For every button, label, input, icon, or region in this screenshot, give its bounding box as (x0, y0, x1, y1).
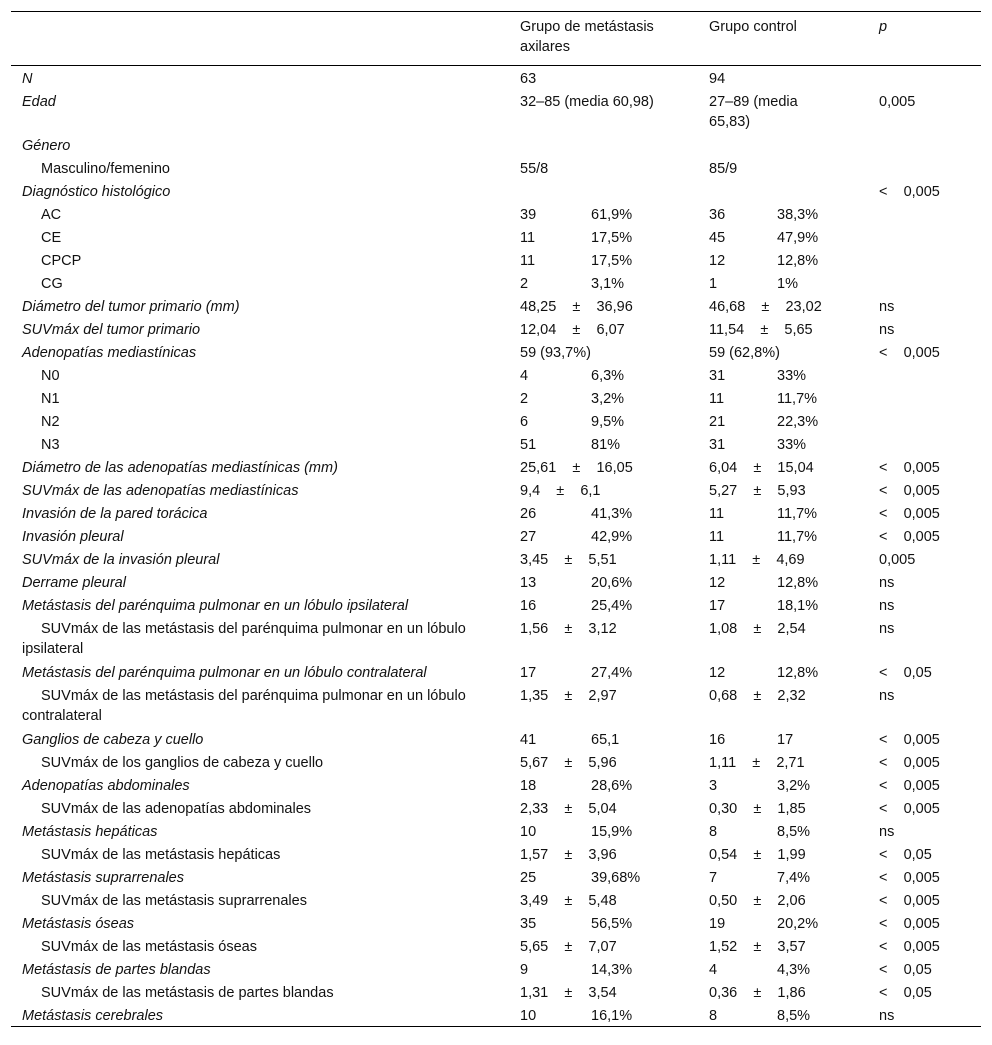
group1-value: 10 (520, 1008, 537, 1024)
control-percent: 1% (777, 276, 798, 292)
p-value: < 0,05 (879, 847, 932, 863)
table-row (11, 593, 981, 616)
control-percent: 12,8% (777, 253, 819, 269)
p-value: < 0,05 (879, 665, 932, 681)
header-control: Grupo control (709, 19, 797, 35)
group1-value: 3,49 ± 5,48 (520, 893, 617, 909)
group1-value: 41 (520, 732, 537, 748)
group1-value: 11 (520, 230, 536, 246)
control-percent: 8,5% (777, 1008, 811, 1024)
table-row (11, 819, 981, 842)
control-percent: 33% (777, 368, 807, 384)
control-value: 11,54 ± 5,65 (709, 322, 813, 338)
row-label: Diámetro de las adenopatías mediastínicas (mm) (22, 460, 338, 476)
group1-percent: 17,5% (591, 230, 633, 246)
control-value: 45 (709, 230, 726, 246)
table-row (11, 179, 981, 202)
table-row (11, 660, 981, 683)
row-label: Metástasis del parénquima pulmonar en un lóbulo contralateral (22, 665, 427, 681)
table-row (11, 271, 981, 294)
p-value: ns (879, 688, 895, 704)
group1-value: 5,65 ± 7,07 (520, 939, 617, 955)
control-value: 46,68 ± 23,02 (709, 299, 822, 315)
p-value: 0,005 (879, 552, 916, 568)
table-row (11, 1003, 981, 1026)
row-label: Adenopatías abdominales (22, 778, 190, 794)
control-value: 1,11 ± 4,69 (709, 552, 805, 568)
control-value: 1,11 ± 2,71 (709, 755, 805, 771)
table-row (11, 773, 981, 796)
group1-value: 2,33 ± 5,04 (520, 801, 617, 817)
group1-percent: 17,5% (591, 253, 633, 269)
control-value: 85/9 (709, 161, 738, 177)
control-value: 94 (709, 71, 726, 87)
p-value: < 0,005 (879, 755, 940, 771)
row-label: Invasión pleural (22, 529, 124, 545)
control-value: 1,08 ± 2,54 (709, 621, 806, 637)
row-label: Masculino/femenino (41, 161, 170, 177)
row-label: N (22, 71, 33, 87)
group1-value: 51 (520, 437, 537, 453)
control-percent: 7,4% (777, 870, 811, 886)
group1-percent: 6,3% (591, 368, 625, 384)
table-row (11, 570, 981, 593)
control-value: 7 (709, 870, 718, 886)
control-value: 16 (709, 732, 726, 748)
row-label: Diámetro del tumor primario (mm) (22, 299, 240, 315)
row-label: Diagnóstico histológico (22, 184, 171, 200)
group1-value: 27 (520, 529, 537, 545)
group1-value: 6 (520, 414, 529, 430)
table-row (11, 547, 981, 570)
table-row (11, 865, 981, 888)
table-row (11, 340, 981, 363)
control-value: 1 (709, 276, 718, 292)
table-row (11, 957, 981, 980)
table-row (11, 455, 981, 478)
control-percent: 18,1% (777, 598, 819, 614)
control-value: 21 (709, 414, 726, 430)
p-value: < 0,005 (879, 460, 940, 476)
group1-value: 25 (520, 870, 537, 886)
table-row (11, 796, 981, 819)
row-label: SUVmáx de las metástasis suprarrenales (41, 893, 307, 909)
table-row (11, 888, 981, 911)
table-row (11, 202, 981, 225)
group1-value: 63 (520, 71, 537, 87)
p-value: < 0,005 (879, 939, 940, 955)
control-value: 31 (709, 437, 726, 453)
group1-percent: 81% (591, 437, 621, 453)
row-label: Metástasis cerebrales (22, 1008, 164, 1024)
row-label: N1 (41, 391, 60, 407)
p-value: ns (879, 299, 895, 315)
table-row (11, 432, 981, 455)
group1-percent: 3,1% (591, 276, 625, 292)
group1-percent: 3,2% (591, 391, 625, 407)
table-row (11, 66, 981, 89)
group1-percent: 20,6% (591, 575, 633, 591)
group1-value: 35 (520, 916, 537, 932)
control-percent: 11,7% (777, 506, 818, 522)
row-label: Invasión de la pared torácica (22, 506, 208, 522)
control-percent: 3,2% (777, 778, 811, 794)
table-row (11, 478, 981, 501)
group1-value: 9 (520, 962, 529, 978)
control-value: 12 (709, 575, 726, 591)
table-row (11, 89, 981, 133)
control-value: 5,27 ± 5,93 (709, 483, 806, 499)
control-value: 11 (709, 529, 725, 545)
table-row (11, 524, 981, 547)
p-value: < 0,005 (879, 778, 940, 794)
row-label: CPCP (41, 253, 82, 269)
group1-value: 5,67 ± 5,96 (520, 755, 617, 771)
row-label: N2 (41, 414, 60, 430)
row-label: Adenopatías mediastínicas (22, 345, 197, 361)
control-value: 0,54 ± 1,99 (709, 847, 806, 863)
table-row (11, 386, 981, 409)
control-value: 59 (62,8%) (709, 345, 780, 361)
table-row (11, 156, 981, 179)
group1-value: 48,25 ± 36,96 (520, 299, 633, 315)
group1-percent: 15,9% (591, 824, 633, 840)
table-row (11, 248, 981, 271)
row-label: SUVmáx de la invasión pleural (22, 552, 220, 568)
p-value: < 0,005 (879, 893, 940, 909)
p-value: < 0,005 (879, 506, 940, 522)
p-value: ns (879, 1008, 895, 1024)
control-value: 8 (709, 824, 718, 840)
group1-percent: 61,9% (591, 207, 633, 223)
header-group1: Grupo de metástasis axilares (520, 19, 654, 55)
control-percent: 33% (777, 437, 807, 453)
group1-percent: 65,1 (591, 732, 620, 748)
control-value: 31 (709, 368, 726, 384)
row-label: SUVmáx de las adenopatías mediastínicas (22, 483, 299, 499)
control-percent: 11,7% (777, 529, 818, 545)
row-label: Metástasis suprarrenales (22, 870, 184, 886)
control-percent: 47,9% (777, 230, 819, 246)
group1-value: 12,04 ± 6,07 (520, 322, 625, 338)
control-percent: 20,2% (777, 916, 819, 932)
row-label: SUVmáx de las adenopatías abdominales (41, 801, 312, 817)
p-value: ns (879, 598, 895, 614)
control-value: 19 (709, 916, 726, 932)
row-label: SUVmáx de las metástasis del parénquima pulmonar en un lóbulo ipsilateral (22, 621, 466, 657)
row-label: Metástasis hepáticas (22, 824, 158, 840)
row-label: SUVmáx de las metástasis del parénquima pulmonar en un lóbulo contralateral (22, 688, 466, 724)
p-value: < 0,005 (879, 732, 940, 748)
control-value: 1,52 ± 3,57 (709, 939, 806, 955)
table-row (11, 980, 981, 1003)
group1-value: 17 (520, 665, 537, 681)
p-value: < 0,005 (879, 529, 940, 545)
group1-percent: 28,6% (591, 778, 633, 794)
control-percent: 22,3% (777, 414, 819, 430)
group1-percent: 9,5% (591, 414, 625, 430)
control-value: 36 (709, 207, 726, 223)
header-p: p (879, 19, 888, 35)
control-value: 12 (709, 665, 726, 681)
p-value: ns (879, 322, 895, 338)
p-value: < 0,05 (879, 985, 932, 1001)
group1-value: 11 (520, 253, 536, 269)
control-value: 12 (709, 253, 726, 269)
row-label: SUVmáx de los ganglios de cabeza y cuello (41, 755, 324, 771)
group1-percent: 25,4% (591, 598, 633, 614)
p-value: < 0,005 (879, 345, 940, 361)
p-value: ns (879, 824, 895, 840)
row-label: CG (41, 276, 63, 292)
row-label: Metástasis de partes blandas (22, 962, 211, 978)
table-row (11, 750, 981, 773)
row-label: SUVmáx de las metástasis óseas (41, 939, 257, 955)
control-value: 27–89 (media 65,83) (709, 94, 798, 130)
group1-percent: 56,5% (591, 916, 633, 932)
row-label: Ganglios de cabeza y cuello (22, 732, 204, 748)
table-header (11, 12, 981, 66)
group1-percent: 41,3% (591, 506, 633, 522)
p-value: < 0,005 (879, 870, 940, 886)
control-value: 11 (709, 391, 725, 407)
group1-value: 1,56 ± 3,12 (520, 621, 617, 637)
row-label: AC (41, 207, 62, 223)
control-value: 0,68 ± 2,32 (709, 688, 806, 704)
control-percent: 38,3% (777, 207, 819, 223)
control-value: 4 (709, 962, 718, 978)
p-value: < 0,005 (879, 801, 940, 817)
row-label: Edad (22, 94, 56, 110)
row-label: SUVmáx de las metástasis hepáticas (41, 847, 281, 863)
control-percent: 12,8% (777, 665, 819, 681)
group1-value: 1,31 ± 3,54 (520, 985, 617, 1001)
p-value: ns (879, 575, 895, 591)
group1-percent: 39,68% (591, 870, 641, 886)
table-row (11, 683, 981, 727)
control-value: 0,36 ± 1,86 (709, 985, 806, 1001)
group1-percent: 42,9% (591, 529, 633, 545)
group1-value: 1,35 ± 2,97 (520, 688, 617, 704)
control-value: 0,30 ± 1,85 (709, 801, 806, 817)
group1-value: 16 (520, 598, 537, 614)
control-percent: 4,3% (777, 962, 811, 978)
group1-value: 2 (520, 276, 529, 292)
row-label: N3 (41, 437, 60, 453)
group1-value: 4 (520, 368, 529, 384)
p-value: < 0,05 (879, 962, 932, 978)
control-percent: 11,7% (777, 391, 818, 407)
group1-value: 25,61 ± 16,05 (520, 460, 633, 476)
p-value: < 0,005 (879, 483, 940, 499)
table-row (11, 133, 981, 156)
table-row (11, 501, 981, 524)
row-label: Metástasis del parénquima pulmonar en un lóbulo ipsilateral (22, 598, 409, 614)
row-label: Metástasis óseas (22, 916, 135, 932)
table-row (11, 842, 981, 865)
row-label: CE (41, 230, 62, 246)
table-row (11, 911, 981, 934)
table-row (11, 727, 981, 750)
group1-value: 2 (520, 391, 529, 407)
group1-value: 9,4 ± 6,1 (520, 483, 601, 499)
control-value: 3 (709, 778, 718, 794)
control-value: 0,50 ± 2,06 (709, 893, 806, 909)
group1-value: 13 (520, 575, 537, 591)
control-percent: 17 (777, 732, 794, 748)
table-row (11, 934, 981, 957)
table-row (11, 317, 981, 340)
p-value: 0,005 (879, 94, 916, 110)
row-label: Derrame pleural (22, 575, 126, 591)
group1-value: 26 (520, 506, 537, 522)
group1-value: 59 (93,7%) (520, 345, 591, 361)
group1-percent: 27,4% (591, 665, 633, 681)
row-label: SUVmáx del tumor primario (22, 322, 201, 338)
row-label: N0 (41, 368, 60, 384)
group1-value: 55/8 (520, 161, 549, 177)
control-percent: 8,5% (777, 824, 811, 840)
table-row (11, 294, 981, 317)
table-row (11, 225, 981, 248)
group1-value: 32–85 (media 60,98) (520, 94, 654, 110)
results-table (11, 11, 981, 1027)
group1-value: 3,45 ± 5,51 (520, 552, 617, 568)
group1-percent: 14,3% (591, 962, 633, 978)
p-value: < 0,005 (879, 916, 940, 932)
table-row (11, 616, 981, 660)
group1-value: 10 (520, 824, 537, 840)
control-value: 6,04 ± 15,04 (709, 460, 814, 476)
p-value: ns (879, 621, 895, 637)
control-value: 11 (709, 506, 725, 522)
row-label: Género (22, 138, 71, 154)
control-value: 8 (709, 1008, 718, 1024)
row-label: SUVmáx de las metástasis de partes blandas (41, 985, 334, 1001)
table-row (11, 409, 981, 432)
table-row (11, 363, 981, 386)
p-value: < 0,005 (879, 184, 940, 200)
group1-value: 39 (520, 207, 537, 223)
control-value: 17 (709, 598, 726, 614)
group1-value: 18 (520, 778, 537, 794)
control-percent: 12,8% (777, 575, 819, 591)
group1-percent: 16,1% (591, 1008, 633, 1024)
group1-value: 1,57 ± 3,96 (520, 847, 617, 863)
